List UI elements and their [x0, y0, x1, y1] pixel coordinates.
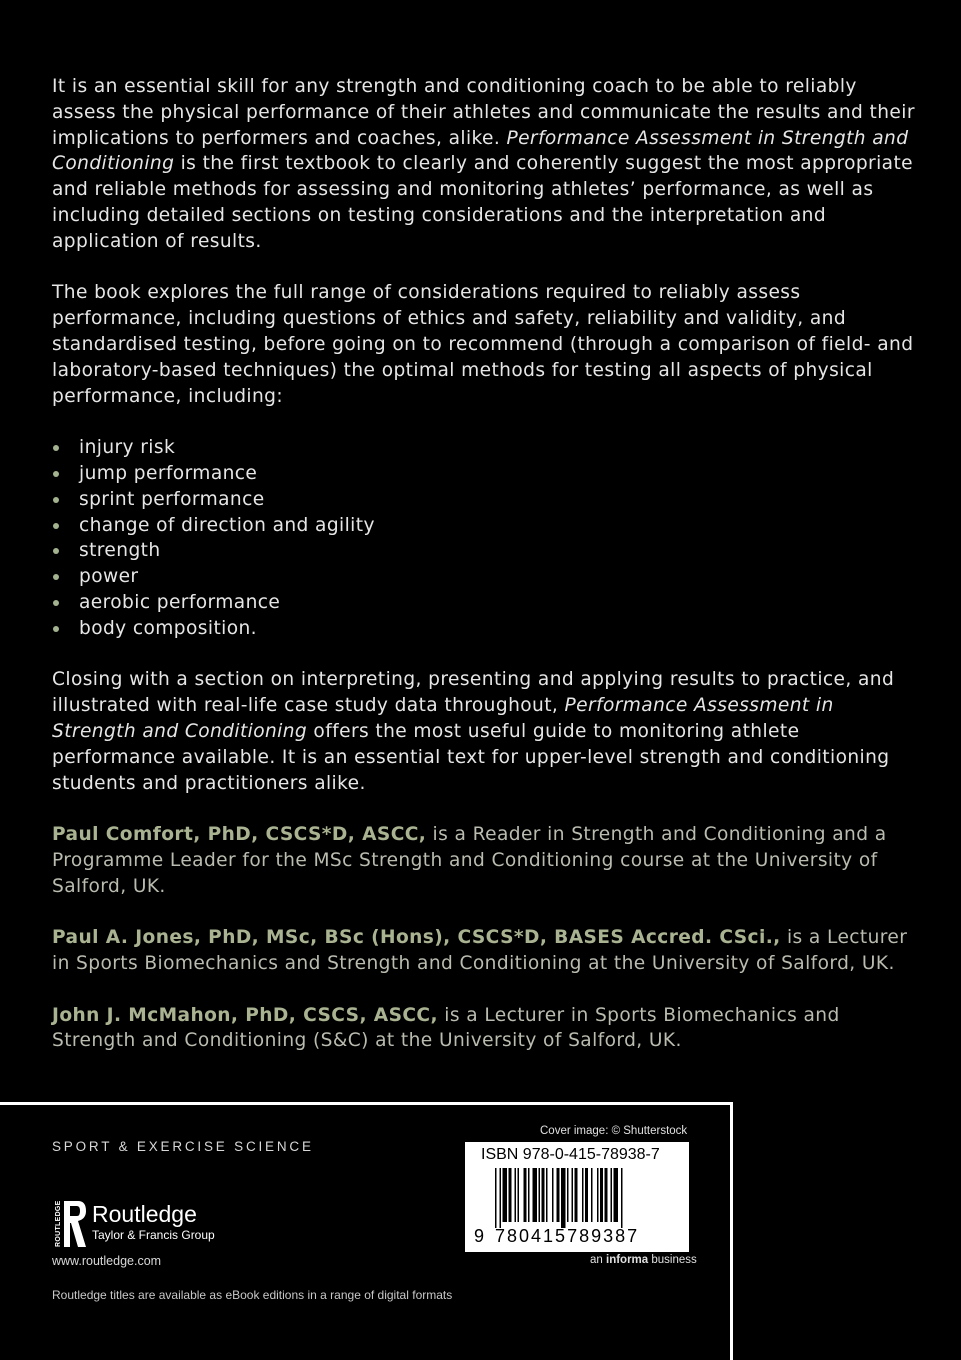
list-item: strength — [52, 538, 922, 564]
author-name: John J. McMahon, PhD, CSCS, ASCC, — [52, 1004, 438, 1026]
barcode-first-digit: 9 — [474, 1226, 485, 1246]
ebook-note: Routledge titles are available as eBook editions in a range of digital formats — [52, 1288, 453, 1302]
barcode-bar — [605, 1168, 608, 1222]
barcode-bar — [518, 1168, 520, 1222]
barcode-bar — [557, 1168, 560, 1222]
book-title: Performance Assessment in Strength and Conditioning — [52, 127, 909, 175]
barcode-bar — [546, 1168, 548, 1222]
website-link[interactable]: www.routledge.com — [52, 1254, 162, 1268]
barcode-bar — [561, 1168, 566, 1228]
barcode-bar — [585, 1168, 588, 1222]
informa-business: an informa business — [590, 1254, 697, 1266]
routledge-logo-icon — [52, 1199, 88, 1249]
barcode-bar — [591, 1168, 593, 1222]
list-item: sprint performance — [52, 487, 922, 513]
list-item: power — [52, 564, 922, 590]
barcode-bar — [542, 1168, 545, 1222]
author-bio-3: John J. McMahon, PhD, CSCS, ASCC, is a Lecturer in Sports Biomechanics and Strength and Conditioning (S&C) at the University of Salford, UK. — [52, 1004, 840, 1052]
topics-list — [52, 435, 922, 641]
barcode-bar — [575, 1168, 578, 1222]
barcode-bar — [582, 1168, 584, 1222]
spine-divider — [730, 1102, 733, 1360]
barcode-bar — [524, 1168, 527, 1222]
footer-divider — [0, 1102, 730, 1105]
logo-wordmark: ROUTLEDGE — [55, 1200, 62, 1247]
publisher — [92, 1200, 215, 1242]
barcode-bar — [597, 1168, 599, 1222]
author-bio-1: Paul Comfort, PhD, CSCS*D, ASCC, is a Reader in Strength and Conditioning and a Programme Leader for the MSc Strength and Conditioning course at the University of Salford, UK. — [52, 824, 887, 897]
blurb-paragraph-3: Closing with a section on interpreting, presenting and applying results to practice, and illustrated with real-life case study data throughout, Performance Assessment in Strength and Conditioning offers the most useful guide to monitoring athlete performance available. It is an essential text for upper-level strength and conditioning students and practitioners alike. — [52, 669, 895, 794]
barcode-bar — [515, 1168, 517, 1222]
back-cover-text — [52, 74, 922, 1080]
barcode-bar — [621, 1168, 623, 1228]
barcode-bar — [528, 1168, 530, 1222]
isbn-number: ISBN 978-0-415-78938-7 — [481, 1146, 660, 1163]
barcode-bar — [500, 1168, 502, 1228]
barcode-bar — [509, 1168, 512, 1222]
author-name: Paul A. Jones, PhD, MSc, BSc (Hons), CSCS*D, BASES Accred. CSci., — [52, 927, 781, 949]
author-name: Paul Comfort, PhD, CSCS*D, ASCC, — [52, 824, 427, 846]
barcode-bar — [614, 1168, 619, 1222]
publisher-group: Taylor & Francis Group — [92, 1228, 215, 1242]
list-item: body composition. — [52, 616, 922, 642]
book-title: Performance Assessment in Strength and Conditioning — [52, 695, 834, 742]
author-bio-2: Paul A. Jones, PhD, MSc, BSc (Hons), CSCS*D, BASES Accred. CSci., is a Lecturer in Sports Biomechanics and Strength and Conditioning at the University of Salford, UK. — [52, 927, 908, 975]
blurb-paragraph-2: The book explores the full range of considerations required to reliably assess performance, including questions of ethics and safety, reliability and validity, and standardised testing, before going on to recommend (through a comparison of field- and laboratory-based techniques) the optimal methods for testing all aspects of physical performance, including: — [52, 282, 914, 407]
series-label: SPORT & EXERCISE SCIENCE — [52, 1139, 314, 1154]
list-item: aerobic performance — [52, 590, 922, 616]
isbn-barcode — [465, 1142, 689, 1252]
barcode-bar — [552, 1168, 554, 1222]
list-item: change of direction and agility — [52, 513, 922, 539]
barcode-icon — [465, 1168, 689, 1228]
barcode-digits: 780415789387 — [495, 1226, 640, 1246]
barcode-bar — [503, 1168, 508, 1222]
blurb-paragraph-1: It is an essential skill for any strength and conditioning coach to be able to reliably assess the physical performance of their athletes and communicate the results and their implications to performers and coaches, alike. Performance Assessment in Strength and Conditioning is the first textbook to clearly and coherently suggest the most appropriate and reliable methods for assessing and monitoring athletes’ performance, as well as including detailed sections on testing considerations and the interpretation and application of results. — [52, 76, 915, 252]
barcode-bar — [572, 1168, 574, 1222]
cover-credit: Cover image: © Shutterstock — [540, 1125, 688, 1137]
barcode-bar — [600, 1168, 603, 1222]
barcode-bar — [611, 1168, 613, 1222]
list-item: jump performance — [52, 461, 922, 487]
barcode-bar — [539, 1168, 541, 1222]
barcode-bar — [533, 1168, 538, 1222]
list-item: injury risk — [52, 435, 922, 461]
publisher-name: Routledge — [92, 1201, 197, 1227]
barcode-bar — [495, 1168, 497, 1228]
barcode-bar — [567, 1168, 569, 1222]
